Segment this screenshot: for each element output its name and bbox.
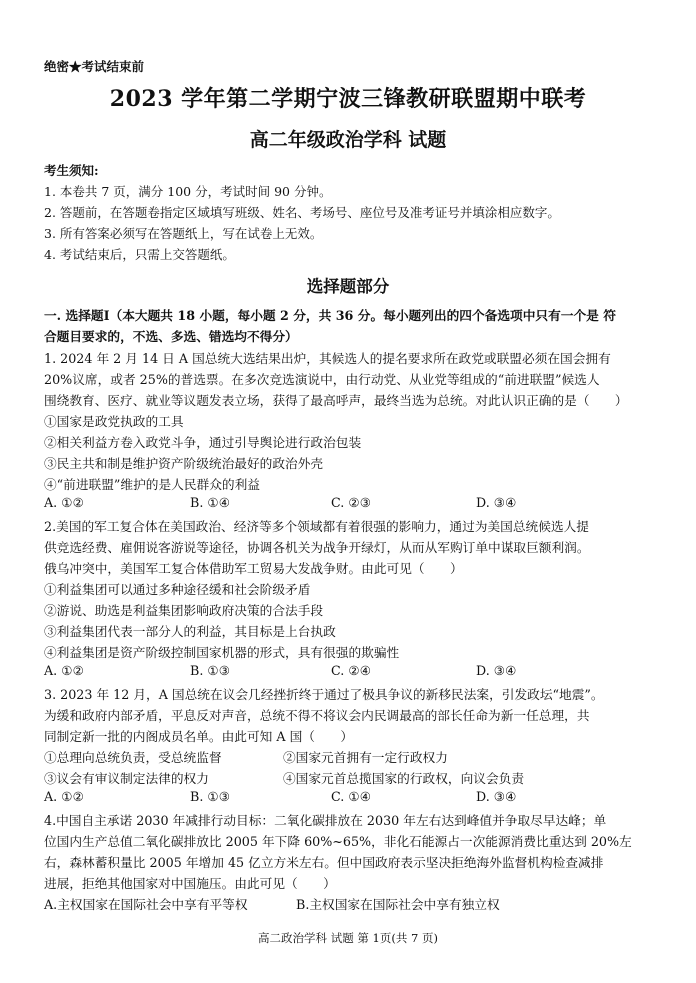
q3-stem-line: 3. 2023 年 12 月，A 国总统在议会几经挫折终于通过了极具争议的新移民法案，引发政坛“地震”。 (44, 687, 604, 702)
q3-statement: ②国家元首拥有一定行政权力 (283, 750, 448, 765)
q1-statement: ④“前进联盟”维护的是人民群众的利益 (44, 477, 260, 492)
confidential-label: 绝密★考试结束前 (44, 59, 145, 74)
q1-statement: ①国家是政党执政的工具 (44, 414, 184, 429)
q3-stem-line: 为缓和政府内部矛盾，平息反对声音，总统不得不将议会内民调最高的部长任命为新一任总理，共 (44, 708, 590, 723)
page-footer: 高二政治学科 试题 第 1页(共 7 页) (258, 931, 438, 945)
q2-stem-line: 供竞选经费、雇佣说客游说等途径，协调各机关为战争开绿灯，从而从军购订单中谋取巨额利润。 (44, 540, 590, 555)
part-intro-line: 一. 选择题Ⅰ（本大题共 18 小题，每小题 2 分，共 36 分。每小题列出的四个备选项中只有一个是 符 (44, 308, 616, 323)
q2-option-b: B. ①③ (190, 663, 231, 678)
q1-stem-line: 围绕教育、医疗、就业等议题发表立场，获得了最高呼声，最终当选为总统。对此认识正确的是（ ） (44, 393, 628, 408)
q3-statement: ④国家元首总揽国家的行政权，向议会负责 (283, 771, 525, 786)
q1-stem-line: 20%议席，或者 25%的普选票。在多次竞选演说中，由行动党、从业党等组成的“前进联盟”候选人 (44, 372, 600, 387)
q2-option-a: A. ①② (44, 663, 84, 678)
q3-statement: ③议会有审议制定法律的权力 (44, 771, 209, 786)
q2-statement: ②游说、助选是利益集团影响政府决策的合法手段 (44, 603, 324, 618)
q1-option-a: A. ①② (44, 495, 84, 510)
notes-heading: 考生须知: (44, 163, 99, 178)
q3-option-a: A. ①② (44, 789, 84, 804)
q1-statement: ③民主共和制是维护资产阶级统治最好的政治外壳 (44, 456, 324, 471)
q3-stem-line: 同制定新一批的内阁成员名单。由此可知 A 国（ ） (44, 729, 354, 744)
q2-statement: ①利益集团可以通过多种途径缓和社会阶级矛盾 (44, 582, 311, 597)
section-title: 选择题部分 (306, 277, 390, 296)
q1-option-b: B. ①④ (190, 495, 231, 510)
note-item: 1. 本卷共 7 页，满分 100 分，考试时间 90 分钟。 (44, 184, 332, 199)
q1-option-d: D. ③④ (476, 495, 517, 510)
q2-stem-line: 2.美国的军工复合体在美国政治、经济等多个领域都有着很强的影响力，通过为美国总统候选人提 (44, 519, 589, 534)
q4-stem-line: 右，森林蓄积量比 2005 年增加 45 亿立方米左右。但中国政府表示坚决拒绝海外监督机构检查减排 (44, 855, 604, 870)
q3-statement: ①总理向总统负责，受总统监督 (44, 750, 222, 765)
q4-stem-line: 位国内生产总值二氧化碳排放比 2005 年下降 60%~65%，非化石能源占一次能源消费比重达到 20%左 (44, 834, 632, 849)
q2-statement: ③利益集团代表一部分人的利益，其目标是上台执政 (44, 624, 336, 639)
q4-stem-line: 进展，拒绝其他国家对中国施压。由此可见（ ） (44, 876, 336, 891)
part-intro-line: 合题目要求的，不选、多选、错选均不得分） (44, 329, 298, 344)
q3-option-c: C. ①④ (331, 789, 372, 804)
q2-option-c: C. ②④ (331, 663, 372, 678)
q3-option-d: D. ③④ (476, 789, 517, 804)
exam-subtitle: 高二年级政治学科 试题 (249, 129, 447, 151)
q2-stem-line: 俄乌冲突中，美国军工复合体借助军工贸易大发战争财。由此可见（ ） (44, 561, 463, 576)
note-item: 2. 答题前，在答题卷指定区域填写班级、姓名、考场号、座位号及准考证号并填涂相应数字。 (44, 205, 560, 220)
exam-title: 2023 学年第二学期宁波三锋教研联盟期中联考 (109, 86, 587, 112)
q2-option-d: D. ③④ (476, 663, 517, 678)
q3-option-b: B. ①③ (190, 789, 231, 804)
note-item: 4. 考试结束后，只需上交答题纸。 (44, 247, 235, 262)
q4-option-a: A.主权国家在国际社会中享有平等权 (44, 897, 248, 912)
q4-option-b: B.主权国家在国际社会中享有独立权 (296, 897, 500, 912)
q1-option-c: C. ②③ (331, 495, 372, 510)
q2-statement: ④利益集团是资产阶级控制国家机器的形式，具有很强的欺骗性 (44, 645, 400, 660)
q4-stem-line: 4.中国自主承诺 2030 年减排行动目标：二氧化碳排放在 2030 年左右达到峰值并争取尽早达峰；单 (44, 813, 607, 828)
q1-statement: ②相关利益方卷入政党斗争，通过引导舆论进行政治包装 (44, 435, 362, 450)
note-item: 3. 所有答案必须写在答题纸上，写在试卷上无效。 (44, 226, 323, 241)
q1-stem-line: 1. 2024 年 2 月 14 日 A 国总统大选结果出炉，其候选人的提名要求所在政党或联盟必须在国会拥有 (44, 351, 611, 366)
